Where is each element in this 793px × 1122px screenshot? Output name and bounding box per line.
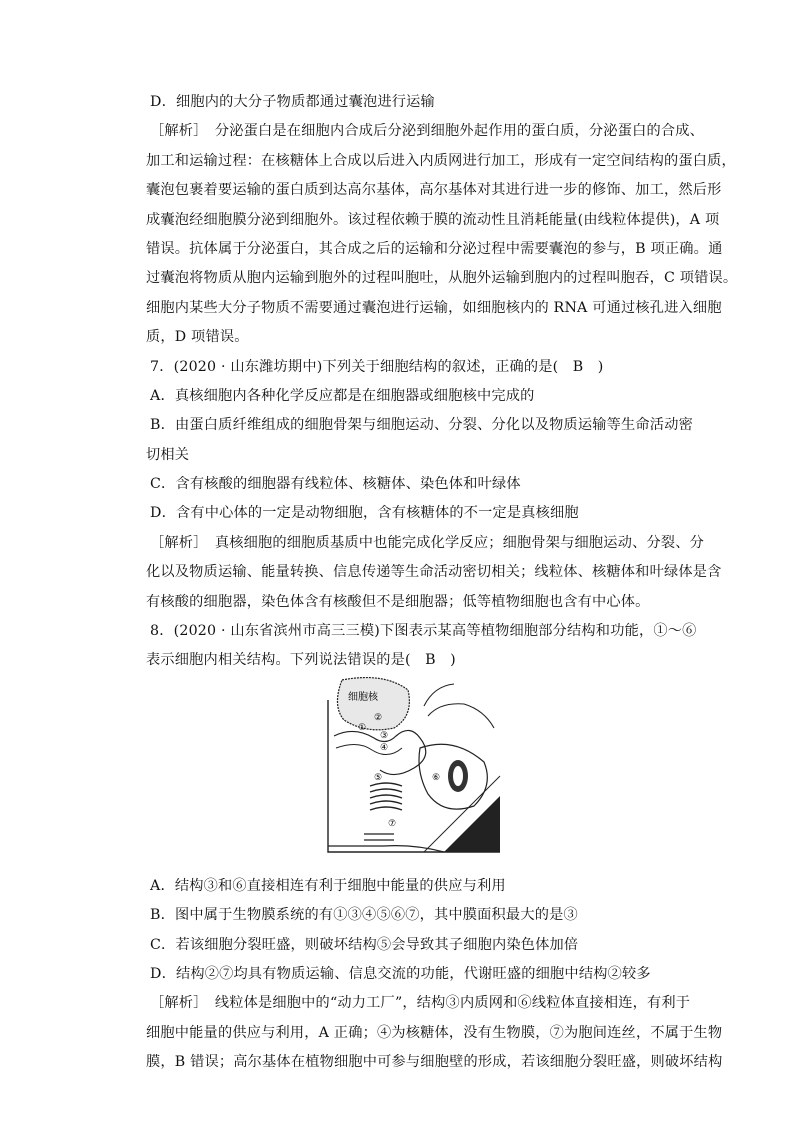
label-2: ② xyxy=(374,712,383,723)
nucleus-label: 细胞核 xyxy=(348,691,378,703)
text-block-top xyxy=(146,92,738,670)
text-line: 膜，B 错误；高尔基体在植物细胞中可参与细胞壁的形成，若该细胞分裂旺盛，则破坏结构 xyxy=(146,1054,723,1071)
text-line: 细胞内某些大分子物质不需要通过囊泡进行运输，如细胞核内的 RNA 可通过核孔进入细胞 xyxy=(146,299,722,316)
label-4: ④ xyxy=(380,742,389,753)
text-line: ［解析］ 分泌蛋白是在细胞内合成后分泌到细胞外起作用的蛋白质，分泌蛋白的合成、 xyxy=(150,123,705,140)
text-line: D．含有中心体的一定是动物细胞，含有核糖体的不一定是真核细胞 xyxy=(150,505,579,522)
text-line: 切相关 xyxy=(146,446,190,463)
text-line: 细胞中能量的供应与利用，A 正确；④为核糖体，没有生物膜，⑦为胞间连丝，不属于生物 xyxy=(146,1024,723,1041)
label-3: ③ xyxy=(380,730,389,741)
text-line: 错误。抗体属于分泌蛋白，其合成之后的运输和分泌过程中需要囊泡的参与，B 项正确。通 xyxy=(146,240,723,257)
text-line: A．真核细胞内各种化学反应都是在细胞器或细胞核中完成的 xyxy=(150,387,535,404)
cell-diagram xyxy=(324,676,504,866)
er-line-3 xyxy=(424,684,494,728)
text-line: ［解析］ 线粒体是细胞中的“动力工厂”，结构③内质网和⑥线粒体直接相连，有利于 xyxy=(150,995,691,1012)
text-line: C．含有核酸的细胞器有线粒体、核糖体、染色体和叶绿体 xyxy=(150,476,521,493)
er-line-2 xyxy=(336,744,402,754)
plasmodesmata xyxy=(364,834,394,840)
label-1: ① xyxy=(358,722,367,733)
text-line: B．由蛋白质纤维组成的细胞骨架与细胞运动、分裂、分化以及物质运输等生命活动密 xyxy=(150,417,693,434)
label-6: ⑥ xyxy=(432,772,441,783)
cell-structure-figure xyxy=(146,676,682,866)
text-line: B．图中属于生物膜系统的有①③④⑤⑥⑦，其中膜面积最大的是③ xyxy=(150,907,578,924)
label-5: ⑤ xyxy=(374,772,383,783)
text-line: C．若该细胞分裂旺盛，则破坏结构⑤会导致其子细胞内染色体加倍 xyxy=(150,936,579,953)
text-line: 过囊泡将物质从胞内运输到胞外的过程叫胞吐，从胞外运输到胞内的过程叫胞吞，C 项错误。 xyxy=(146,270,738,287)
text-line: D．结构②⑦均具有物质运输、信息交流的功能，代谢旺盛的细胞中结构②较多 xyxy=(150,965,651,982)
text-line: ［解析］ 真核细胞的细胞质基质中也能完成化学反应；细胞骨架与细胞运动、分裂、分 xyxy=(150,534,705,551)
text-line: 化以及物质运输、能量转换、信息传递等生命活动密切相关；线粒体、核糖体和叶绿体是含 xyxy=(146,564,722,581)
text-line: 表示细胞内相关结构。下列说法错误的是( B ) xyxy=(146,652,456,669)
text-line: 加工和运输过程：在核糖体上合成以后进入内质网进行加工，形成有一定空间结构的蛋白质， xyxy=(146,152,736,169)
mitochondrion-inner xyxy=(453,766,463,786)
label-7: ⑦ xyxy=(388,818,397,829)
text-block-bottom xyxy=(146,876,723,1072)
page-content xyxy=(146,92,738,1082)
text-line: A．结构③和⑥直接相连有利于细胞中能量的供应与利用 xyxy=(150,877,506,894)
text-line: 质，D 项错误。 xyxy=(146,329,249,346)
golgi-apparatus xyxy=(370,783,402,810)
text-line: 7．(2020 · 山东潍坊期中)下列关于细胞结构的叙述，正确的是( B ) xyxy=(150,358,604,375)
text-line: D．细胞内的大分子物质都通过囊泡进行运输 xyxy=(150,94,435,110)
text-line: 囊泡包裹着要运输的蛋白质到达高尔基体，高尔基体对其进行进一步的修饰、加工，然后形 xyxy=(146,182,722,199)
text-line: 成囊泡经细胞膜分泌到细胞外。该过程依赖于膜的流动性且消耗能量(由线粒体提供)，A 项 xyxy=(146,211,720,228)
text-line: 有核酸的细胞器，染色体含有核酸但不是细胞器；低等植物细胞也含有中心体。 xyxy=(146,593,650,610)
text-line: 8．(2020 · 山东省滨州市高三三模)下图表示某高等植物细胞部分结构和功能，①～⑥ xyxy=(150,623,697,640)
